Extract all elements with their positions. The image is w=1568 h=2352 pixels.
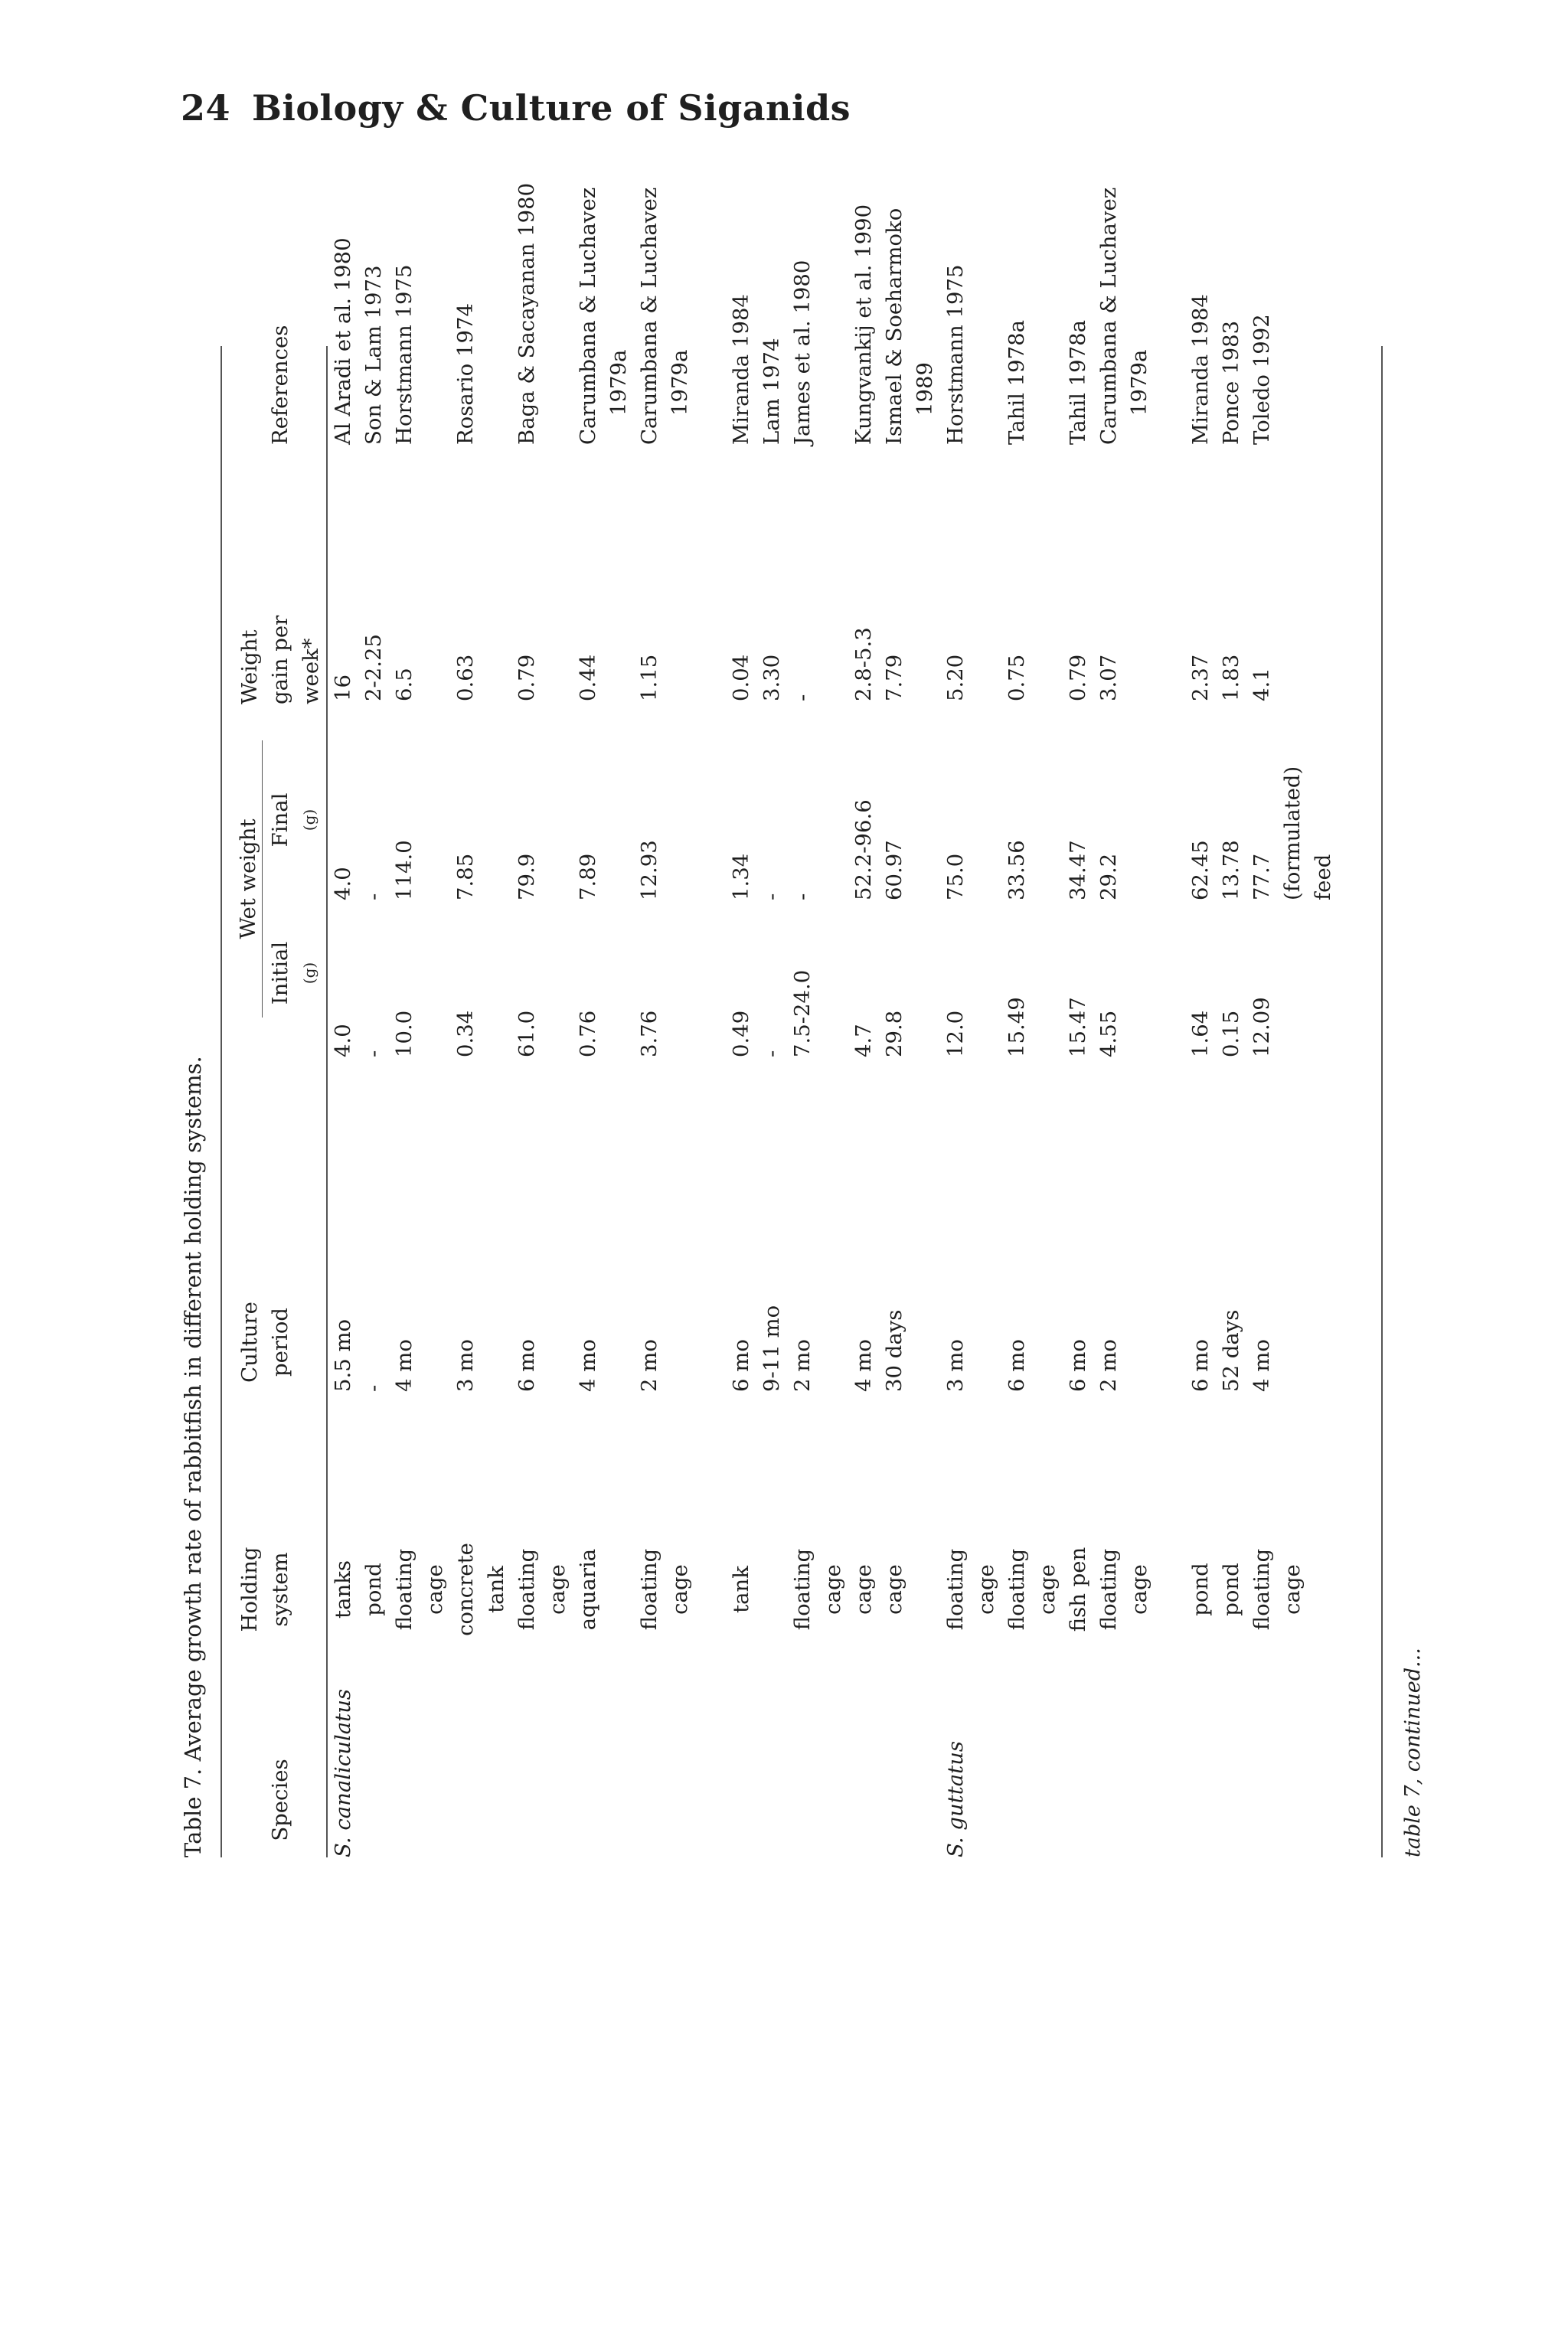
header-holding-system: Holding system <box>237 1547 292 1632</box>
table-row <box>1246 314 1277 1857</box>
table-row <box>910 346 940 1857</box>
final-weight-cell: 114.0 <box>392 840 416 900</box>
initial-weight-cell: 0.15 <box>1219 1010 1243 1057</box>
table-row <box>848 204 879 1857</box>
weight-gain-cell: 1.83 <box>1219 654 1243 701</box>
holding-system-cell: floating <box>637 1548 662 1631</box>
holding-system-cell: cage <box>668 1564 692 1615</box>
table-row <box>1063 319 1093 1857</box>
final-weight-cell: 62.45 <box>1188 840 1213 900</box>
final-weight-cell: 1.34 <box>729 853 753 900</box>
culture-period-cell: 4 mo <box>392 1339 416 1392</box>
final-weight-cell: (formulated) <box>1280 766 1305 900</box>
culture-period-cell: 6 mo <box>1188 1339 1213 1392</box>
initial-weight-cell: 15.47 <box>1066 997 1090 1057</box>
table-row <box>420 346 450 1857</box>
final-weight-cell: 29.2 <box>1096 853 1121 900</box>
table-row <box>328 237 358 1857</box>
table-row <box>1185 294 1216 1857</box>
reference-cell: 1979a <box>668 349 692 416</box>
table-row <box>450 303 481 1857</box>
reference-cell: Kungvankij et al. 1990 <box>851 204 876 445</box>
table-row <box>787 260 818 1857</box>
initial-weight-cell: - <box>361 1050 386 1057</box>
final-weight-cell: 52.2-96.6 <box>851 799 876 900</box>
initial-weight-cell: 0.76 <box>576 1010 600 1057</box>
reference-cell: Toledo 1992 <box>1250 314 1274 445</box>
holding-system-cell: pond <box>1219 1563 1243 1616</box>
table-row <box>665 346 695 1857</box>
final-weight-cell: 33.56 <box>1004 840 1029 900</box>
weight-gain-cell: 0.79 <box>514 654 539 701</box>
initial-weight-cell: - <box>760 1050 784 1057</box>
initial-weight-cell: 4.55 <box>1096 1010 1121 1057</box>
holding-system-cell: cage <box>974 1564 998 1615</box>
weight-gain-cell: 16 <box>331 675 355 701</box>
table-row <box>542 346 573 1857</box>
table-body <box>328 182 1338 1857</box>
holding-system-cell: aquaria <box>576 1548 600 1631</box>
holding-system-cell: floating <box>943 1548 968 1631</box>
reference-cell: Carumbana & Luchavez <box>1096 187 1121 445</box>
holding-system-cell: cage <box>423 1564 447 1615</box>
holding-system-cell: fish pen <box>1066 1547 1090 1632</box>
weight-gain-cell: 5.20 <box>943 654 968 701</box>
weight-gain-cell: 0.75 <box>1004 654 1029 701</box>
initial-weight-cell: 12.09 <box>1250 997 1274 1057</box>
table-row <box>1155 346 1185 1857</box>
page-header <box>181 87 851 129</box>
holding-system-cell: tanks <box>331 1560 355 1619</box>
initial-weight-cell: 4.0 <box>331 1024 355 1057</box>
table-caption: Table 7. Average growth rate of rabbitfish in different holding systems. <box>180 1056 206 1857</box>
holding-system-cell: tank <box>729 1566 753 1613</box>
initial-weight-cell: 0.34 <box>453 1010 478 1057</box>
header-weight-gain: Weight gain per week* <box>237 615 323 704</box>
table-row <box>756 338 787 1857</box>
table-row <box>573 187 603 1857</box>
culture-period-cell: 2 mo <box>1096 1339 1121 1392</box>
species-cell: S. guttatus <box>943 1740 968 1857</box>
culture-period-cell: 5.5 mo <box>331 1318 355 1392</box>
reference-cell: Miranda 1984 <box>1188 294 1213 445</box>
table-row <box>940 264 971 1857</box>
culture-period-cell: 4 mo <box>576 1339 600 1392</box>
final-weight-cell: - <box>790 893 815 900</box>
growth-rate-table <box>167 182 1425 1857</box>
reference-cell: 1979a <box>1127 349 1152 416</box>
wet-weight-rule <box>262 740 263 1018</box>
reference-cell: Miranda 1984 <box>729 294 753 445</box>
reference-cell: James et al. 1980 <box>790 260 815 445</box>
final-weight-cell: 7.89 <box>576 853 600 900</box>
page-number: 24 <box>181 87 231 129</box>
culture-period-cell: 3 mo <box>943 1339 968 1392</box>
holding-system-cell: floating <box>1096 1548 1121 1631</box>
weight-gain-cell: 2-2.25 <box>361 633 386 701</box>
final-weight-cell: 7.85 <box>453 853 478 900</box>
reference-cell: 1979a <box>606 349 631 416</box>
weight-gain-cell: 3.07 <box>1096 654 1121 701</box>
initial-weight-cell: 10.0 <box>392 1010 416 1057</box>
initial-weight-cell: 61.0 <box>514 1010 539 1057</box>
final-weight-cell: 4.0 <box>331 867 355 900</box>
weight-gain-cell: 0.79 <box>1066 654 1090 701</box>
reference-cell: Carumbana & Luchavez <box>576 187 600 445</box>
header-wet-weight: Wet weight <box>236 818 260 939</box>
reference-cell: Horstmann 1975 <box>392 264 416 445</box>
continued-note: table 7, continued... <box>1401 1648 1425 1857</box>
culture-period-cell: 2 mo <box>637 1339 662 1392</box>
holding-system-cell: cage <box>851 1564 876 1615</box>
reference-cell: Tahil 1978a <box>1066 319 1090 445</box>
culture-period-cell: 2 mo <box>790 1339 815 1392</box>
culture-period-cell: 4 mo <box>1250 1339 1274 1392</box>
culture-period-cell: 3 mo <box>453 1339 478 1392</box>
table-row <box>1032 346 1063 1857</box>
table-row <box>634 187 665 1857</box>
weight-gain-cell: - <box>790 694 815 701</box>
culture-period-cell: 6 mo <box>514 1339 539 1392</box>
initial-weight-cell: 3.76 <box>637 1010 662 1057</box>
culture-period-cell: 6 mo <box>1066 1339 1090 1392</box>
final-weight-cell: 12.93 <box>637 840 662 900</box>
initial-weight-cell: 12.0 <box>943 1010 968 1057</box>
holding-system-cell: cage <box>821 1564 845 1615</box>
reference-cell: Al Aradi et al. 1980 <box>331 237 355 445</box>
culture-period-cell: 30 days <box>882 1309 906 1392</box>
table-row <box>511 182 542 1857</box>
header-initial: Initial <box>268 941 292 1005</box>
reference-cell: 1989 <box>913 362 937 416</box>
reference-cell: Ponce 1983 <box>1219 320 1243 445</box>
weight-gain-cell: 0.44 <box>576 654 600 701</box>
culture-period-cell: 6 mo <box>1004 1339 1029 1392</box>
table-row <box>1216 320 1246 1857</box>
table-row <box>389 264 420 1857</box>
weight-gain-cell: 3.30 <box>760 654 784 701</box>
holding-system-cell: cage <box>1035 1564 1060 1615</box>
table-row <box>879 207 910 1857</box>
holding-system-cell: concrete <box>453 1543 478 1636</box>
reference-cell: Son & Lam 1973 <box>361 265 386 445</box>
final-weight-cell: 77.7 <box>1250 853 1274 900</box>
weight-gain-cell: 0.63 <box>453 654 478 701</box>
header-culture-period: Culture period <box>237 1302 292 1383</box>
species-cell: S. canaliculatus <box>331 1688 355 1857</box>
table-top-rule <box>220 346 222 1857</box>
weight-gain-cell: 2.8-5.3 <box>851 627 876 701</box>
header-references: References <box>268 325 292 445</box>
holding-system-cell: tank <box>484 1566 508 1613</box>
reference-cell: Carumbana & Luchavez <box>637 187 662 445</box>
reference-cell: Baga & Sacayanan 1980 <box>514 182 539 445</box>
holding-system-cell: cage <box>1127 1564 1152 1615</box>
table-bottom-rule <box>1381 346 1383 1857</box>
reference-cell: Ismael & Soeharmoko <box>882 207 906 445</box>
table-row <box>726 294 756 1857</box>
initial-weight-cell: 7.5-24.0 <box>790 969 815 1057</box>
table-row <box>1277 346 1308 1857</box>
table-row <box>358 265 389 1857</box>
final-weight-cell: - <box>361 893 386 900</box>
table-row <box>481 346 511 1857</box>
reference-cell: Horstmann 1975 <box>943 264 968 445</box>
table-row <box>971 346 1001 1857</box>
table-row <box>1001 319 1032 1857</box>
table-row <box>1093 187 1124 1857</box>
table-row <box>1124 346 1155 1857</box>
initial-weight-cell: 4.7 <box>851 1024 876 1057</box>
culture-period-cell: 9-11 mo <box>760 1305 784 1392</box>
weight-gain-cell: 7.79 <box>882 654 906 701</box>
holding-system-cell: pond <box>361 1563 386 1616</box>
final-weight-cell: - <box>760 893 784 900</box>
holding-system-cell: cage <box>545 1564 570 1615</box>
culture-period-cell: - <box>361 1384 386 1392</box>
initial-weight-cell: 1.64 <box>1188 1010 1213 1057</box>
holding-system-cell: floating <box>514 1548 539 1631</box>
holding-system-cell: cage <box>882 1564 906 1615</box>
final-weight-cell: 34.47 <box>1066 840 1090 900</box>
holding-system-cell: floating <box>1004 1548 1029 1631</box>
weight-gain-cell: 0.04 <box>729 654 753 701</box>
header-initial-unit: (g) <box>300 962 318 985</box>
holding-system-cell: cage <box>1280 1564 1305 1615</box>
final-weight-cell: 75.0 <box>943 853 968 900</box>
header-species: Species <box>268 1759 292 1841</box>
culture-period-cell: 52 days <box>1219 1309 1243 1392</box>
weight-gain-cell: 2.37 <box>1188 654 1213 701</box>
final-weight-cell: feed <box>1311 854 1335 900</box>
reference-cell: Rosario 1974 <box>453 303 478 445</box>
weight-gain-cell: 4.1 <box>1250 668 1274 701</box>
table-row <box>603 346 634 1857</box>
initial-weight-cell: 0.49 <box>729 1010 753 1057</box>
final-weight-cell: 60.97 <box>882 840 906 900</box>
table-row <box>695 346 726 1857</box>
holding-system-cell: pond <box>1188 1563 1213 1616</box>
initial-weight-cell: 15.49 <box>1004 997 1029 1057</box>
holding-system-cell: floating <box>392 1548 416 1631</box>
weight-gain-cell: 6.5 <box>392 668 416 701</box>
weight-gain-cell: 1.15 <box>637 654 662 701</box>
table-row <box>818 346 848 1857</box>
table-row <box>1308 346 1338 1857</box>
reference-cell: Lam 1974 <box>760 338 784 445</box>
culture-period-cell: 6 mo <box>729 1339 753 1392</box>
culture-period-cell: 4 mo <box>851 1339 876 1392</box>
header-final-unit: (g) <box>300 808 318 831</box>
final-weight-cell: 79.9 <box>514 853 539 900</box>
holding-system-cell: floating <box>1250 1548 1274 1631</box>
header-final: Final <box>268 792 292 848</box>
holding-system-cell: floating <box>790 1548 815 1631</box>
book-title: Biology & Culture of Siganids <box>252 87 851 129</box>
initial-weight-cell: 29.8 <box>882 1010 906 1057</box>
reference-cell: Tahil 1978a <box>1004 319 1029 445</box>
final-weight-cell: 13.78 <box>1219 840 1243 900</box>
